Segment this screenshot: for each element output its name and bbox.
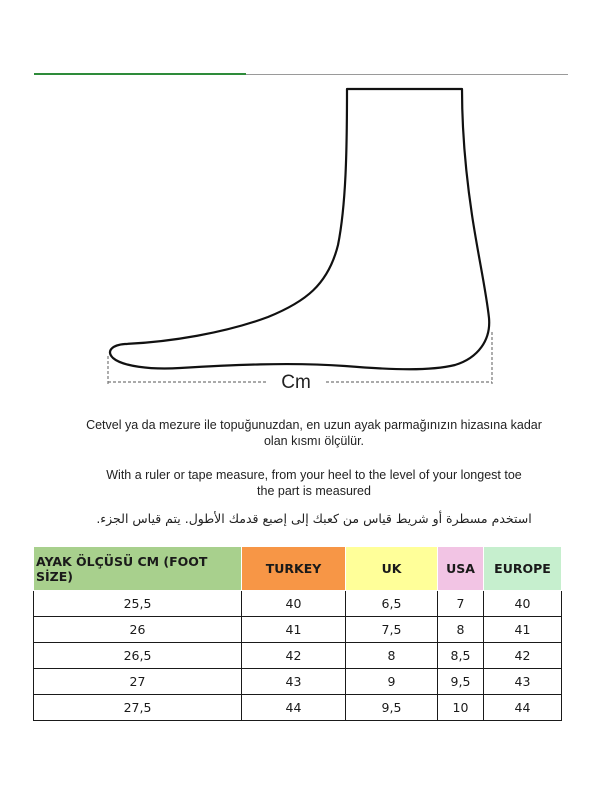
header-europe: EUROPE: [484, 547, 562, 591]
turkish-line-2: olan kısmı ölçülür.: [263, 434, 365, 448]
measure-label: Cm: [266, 372, 326, 394]
table-header-row: [34, 547, 562, 591]
turkish-line-1: Cetvel ya da mezure ile topuğunuzdan, en uzun ayak parmağınızın hizasına kadar: [86, 418, 542, 432]
table-row: [34, 591, 562, 617]
cell-europe: 41: [484, 617, 562, 643]
cell-europe: 43: [484, 669, 562, 695]
cell-uk: 7,5: [346, 617, 438, 643]
cell-uk: 8: [346, 643, 438, 669]
cell-cm: 27: [34, 669, 242, 695]
cell-cm: 26: [34, 617, 242, 643]
english-instructions: [40, 467, 588, 499]
turkish-instructions: [40, 417, 588, 449]
table-row: [34, 643, 562, 669]
table-row: [34, 617, 562, 643]
cell-usa: 7: [438, 591, 484, 617]
cell-cm: 25,5: [34, 591, 242, 617]
cell-europe: 42: [484, 643, 562, 669]
cell-turkey: 40: [242, 591, 346, 617]
cell-turkey: 44: [242, 695, 346, 721]
cell-turkey: 41: [242, 617, 346, 643]
cell-usa: 8: [438, 617, 484, 643]
header-turkey: TURKEY: [242, 547, 346, 591]
header-usa: USA: [438, 547, 484, 591]
size-chart-table: [33, 546, 562, 721]
arabic-instructions: استخدم مسطرة أو شريط قياس من كعبك إلى إصبع قدمك الأطول. يتم قياس الجزء.: [96, 511, 532, 526]
cell-europe: 40: [484, 591, 562, 617]
cell-usa: 8,5: [438, 643, 484, 669]
cell-turkey: 42: [242, 643, 346, 669]
cell-uk: 9: [346, 669, 438, 695]
cell-cm: 27,5: [34, 695, 242, 721]
cell-uk: 9,5: [346, 695, 438, 721]
table-row: [34, 669, 562, 695]
table-row: [34, 695, 562, 721]
cell-uk: 6,5: [346, 591, 438, 617]
cell-usa: 9,5: [438, 669, 484, 695]
english-line-2: the part is measured: [257, 484, 371, 498]
header-foot-size: AYAK ÖLÇÜSÜ CM (FOOT SİZE): [34, 547, 242, 591]
header-uk: UK: [346, 547, 438, 591]
cell-usa: 10: [438, 695, 484, 721]
cell-turkey: 43: [242, 669, 346, 695]
cell-europe: 44: [484, 695, 562, 721]
english-line-1: With a ruler or tape measure, from your heel to the level of your longest toe: [106, 468, 522, 482]
cell-cm: 26,5: [34, 643, 242, 669]
